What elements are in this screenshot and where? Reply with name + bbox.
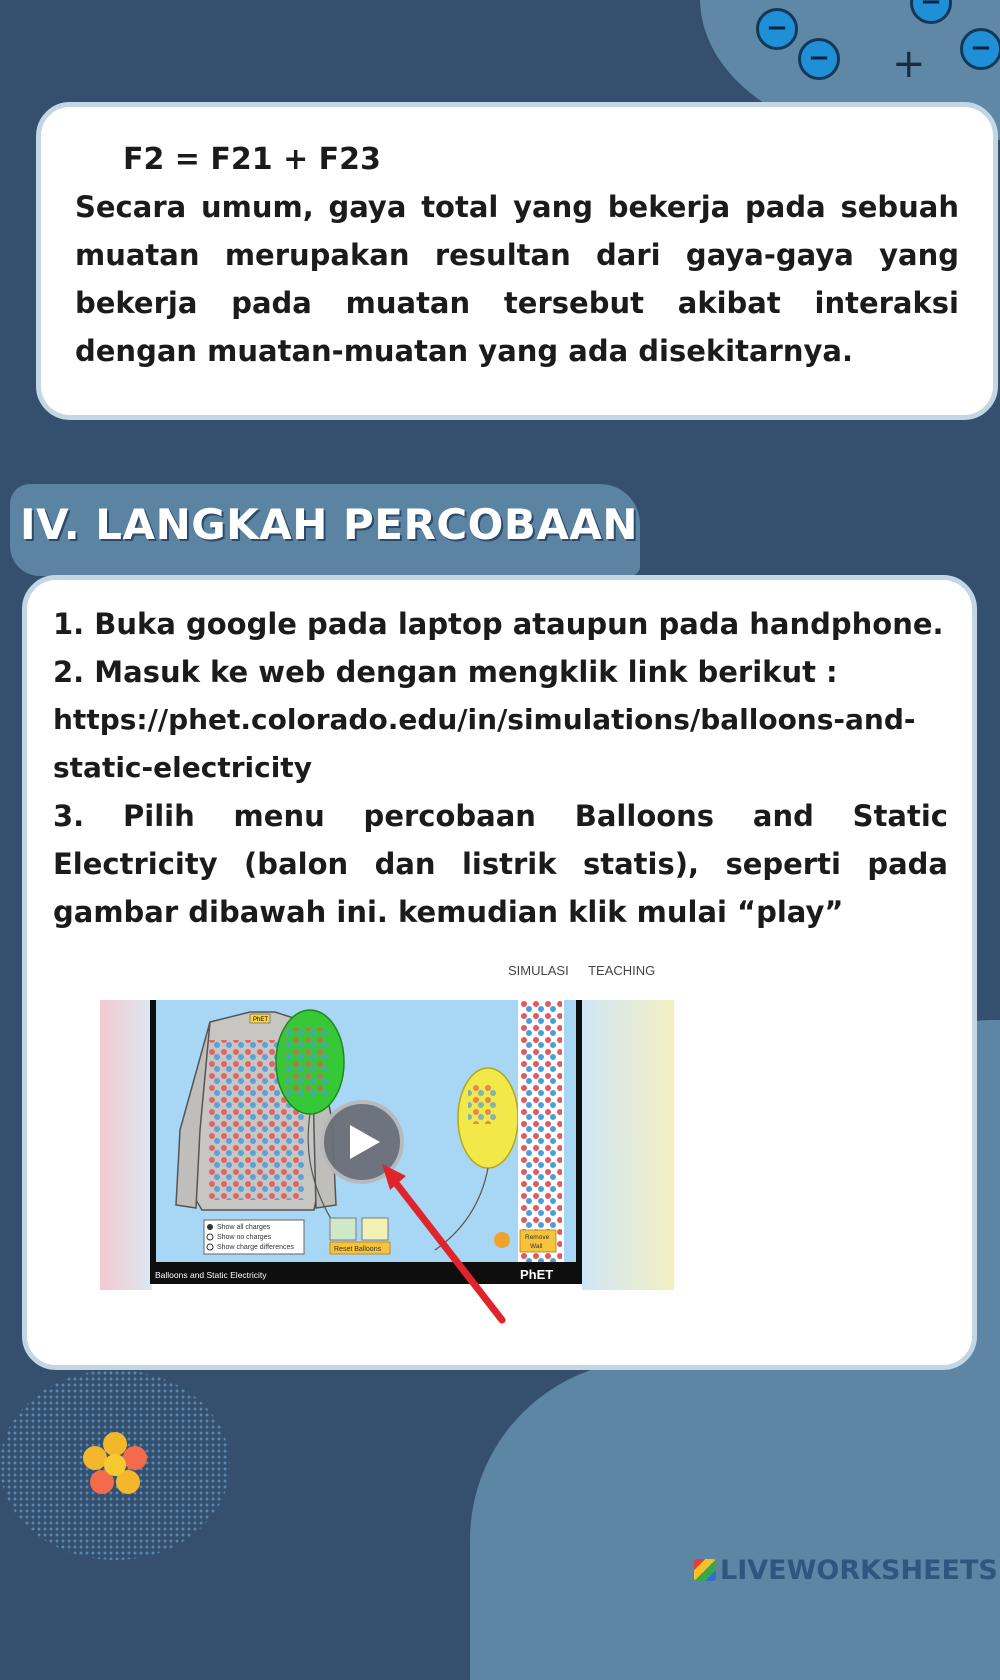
sweater-label: PhET (253, 1017, 269, 1023)
remove-wall-label-1: Remove (525, 1234, 550, 1241)
simulation-title: Balloons and Static Electricity (155, 1270, 267, 1280)
atom-flower-icon (80, 1430, 150, 1500)
negative-charge-icon: − (910, 0, 952, 24)
phet-logo: PhET (520, 1267, 554, 1282)
negative-charge-icon: − (756, 8, 798, 50)
liveworksheets-logo[interactable] (694, 1555, 998, 1586)
positive-charge-icon: + (892, 41, 926, 87)
section-title: IV. LANGKAH PERCOBAAN (20, 500, 639, 549)
phet-link-line-2[interactable]: static-electricity (53, 751, 312, 784)
option-all-charges: Show all charges (217, 1224, 271, 1231)
formula-card (36, 102, 998, 420)
option-no-charges: Show no charges (217, 1234, 272, 1241)
explanation-paragraph: Secara umum, gaya total yang bekerja pada sebuah muatan merupakan resultan dari gaya-gaya yang bekerja pada muatan tersebut akibat interaksi dengan muatan-muatan yang ada disekitarnya. (75, 190, 959, 368)
simulation-tabs (508, 963, 671, 978)
step-3: 3. Pilih menu percobaan Balloons and Static Electricity (balon dan listrik statis), seperti pada gambar dibawah ini. kemudian klik mulai “play” (53, 799, 948, 929)
tab-teaching[interactable]: TEACHING (588, 963, 656, 978)
step-1: 1. Buka google pada laptop ataupun pada handphone. (53, 607, 944, 641)
remove-wall-label-2: Wall (530, 1243, 543, 1250)
negative-charge-icon: − (960, 28, 1000, 70)
reset-balloons-button: Reset Balloons (334, 1246, 382, 1253)
simulation-preview (100, 1000, 674, 1290)
option-charge-differences: Show charge differences (217, 1244, 294, 1251)
liveworksheets-text: LIVEWORKSHEETS (720, 1555, 998, 1586)
liveworksheets-icon (694, 1559, 716, 1581)
phet-link-line-1[interactable]: https://phet.colorado.edu/in/simulations/balloons-and- (53, 703, 916, 736)
negative-charge-icon: − (798, 38, 840, 80)
step-2: 2. Masuk ke web dengan mengklik link berikut : (53, 655, 838, 689)
tab-simulasi[interactable]: SIMULASI (508, 963, 569, 978)
decor-blob-bottom (470, 1360, 1000, 1680)
force-formula: F2 = F21 + F23 (123, 142, 381, 177)
